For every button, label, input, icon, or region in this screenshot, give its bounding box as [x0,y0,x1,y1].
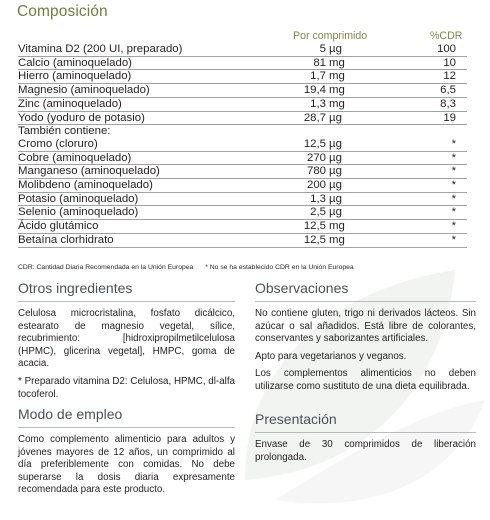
table-row [18,97,467,111]
nutrient-amount [284,206,380,220]
nutrient-amount [284,165,380,179]
amount-value: 81 [313,56,326,69]
amount-value: 1,3 [310,97,326,110]
cdr-percent: 12 [380,70,467,84]
table-row [18,192,467,206]
cdr-percent: 10 [380,56,467,70]
nutrient-amount [284,220,380,234]
amount-unit: µg [329,43,342,55]
nutrient-name: Calcio (aminoquelado) [18,56,284,70]
amount-value: 2,5 [310,206,326,219]
amount-value: 1,3 [310,192,326,205]
table-row [18,111,467,125]
amount-value: 12,5 [303,233,326,246]
nutrient-amount [284,70,380,84]
nutrient-amount [284,125,380,138]
cdr-percent: * [380,206,467,220]
presentacion-title: Presentación [255,411,476,433]
amount-unit: mg [329,220,345,233]
amount-value: 1,7 [310,70,326,83]
nutrient-amount [284,111,380,125]
table-row [18,179,467,193]
nutrient-name: Manganeso (aminoquelado) [18,165,284,179]
amount-value: 12,5 [303,137,326,150]
otros-ingredientes-note: * Preparado vitamina D2: Celulosa, HPMC, dl-alfa tocoferol. [18,375,235,400]
nutrient-amount [284,56,380,70]
table-row [18,84,467,98]
amount-unit: mg [329,56,345,69]
column-header-per-tablet: Por comprimido [293,30,368,42]
nutrient-amount [284,97,380,111]
cdr-percent: * [380,233,467,247]
table-row [18,220,467,234]
cdr-percent: 6,5 [380,84,467,98]
amount-unit: µg [329,137,342,150]
table-row [18,151,467,165]
cdr-percent: 19 [380,111,467,125]
table-row [18,125,467,138]
amount-value: 28,7 [303,111,326,124]
cdr-percent: * [380,192,467,206]
amount-unit: µg [329,206,342,219]
amount-value: 200 [306,179,326,192]
cdr-percent: * [380,138,467,151]
amount-value: 780 [306,165,326,178]
amount-unit: µg [329,179,342,192]
table-row [18,70,467,84]
amount-unit: µg [329,192,342,205]
amount-unit: µg [329,165,342,178]
nutrient-name: Selenio (aminoquelado) [18,206,284,220]
nutrient-amount [284,138,380,151]
presentacion-section [255,411,476,469]
cdr-percent: * [380,151,467,165]
amount-unit: mg [329,70,345,83]
amount-value: 5 [319,43,326,55]
amount-unit: µg [329,111,342,124]
nutrient-name: Cromo (cloruro) [18,138,284,151]
nutrient-name: Cobre (aminoquelado) [18,151,284,165]
footnote-star: * No se ha establecido CDR en la Unión Europea [205,264,354,271]
cdr-percent: 8,3 [380,97,467,111]
amount-value: 12,5 [303,220,326,233]
modo-de-empleo-section [18,406,235,502]
nutrient-amount [284,179,380,193]
cdr-percent [380,125,467,138]
amount-value: 270 [306,151,326,164]
nutrient-name: Molibdeno (aminoquelado) [18,179,284,193]
modo-de-empleo-text: Como complemento alimenticio para adultos y jóvenes mayores de 12 años, un comprimido al día preferiblemente con comidas. No debe superarse la dosis diaria expresamente recomendada para este producto. [18,434,235,496]
table-row [18,165,467,179]
amount-value: 19,4 [303,84,326,97]
modo-de-empleo-title: Modo de empleo [18,406,235,428]
amount-unit: mg [329,84,345,97]
column-header-cdr: %CDR [430,30,463,42]
amount-unit: mg [329,233,345,246]
nutrient-name: Ácido glutámico [18,220,284,234]
presentacion-text: Envase de 30 comprimidos de liberación prolongada. [255,439,476,463]
nutrient-name: Zinc (aminoquelado) [18,97,284,111]
otros-ingredientes-text: Celulosa microcristalina, fosfato dicálcico, estearato de magnesio vegetal, sílice, recubrimiento: [hidroxipropilmetilcelulosa (HPMC), glicerina vegetal], HMPC, goma de acacia. [18,308,235,370]
observaciones-title: Observaciones [255,280,476,302]
table-row [18,138,467,151]
composicion-title: Composición [17,3,108,20]
nutrient-name: Magnesio (aminoquelado) [18,84,284,98]
nutrient-name: Betaína clorhidrato [18,233,284,247]
table-row [18,43,467,56]
table-row [18,56,467,70]
otros-ingredientes-section [18,280,235,406]
amount-unit: µg [329,151,342,164]
nutrient-amount [284,233,380,247]
footnote-cdr: CDR: Cantidad Diaria Recomendada en la Unión Europea [18,264,194,271]
table-footnote [18,264,488,271]
observaciones-text-1: No contiene gluten, trigo ni derivados lácteos. Sin azúcar o sal añadidos. Está libre de colorantes, conservantes y saborizantes artificiales. [255,308,476,345]
nutrient-name: Hierro (aminoquelado) [18,70,284,84]
observaciones-text-2: Apto para vegetarianos y veganos. [255,350,407,362]
observaciones-section [255,280,476,399]
cdr-percent: 100 [380,43,467,56]
composition-table [18,43,467,248]
nutrient-name: También contiene: [18,125,111,138]
cdr-percent: * [380,179,467,193]
nutrient-amount [284,192,380,206]
table-row [18,233,467,247]
cdr-percent: * [380,165,467,179]
nutrient-amount [284,43,380,56]
otros-ingredientes-title: Otros ingredientes [18,280,235,302]
cdr-percent: * [380,220,467,234]
amount-unit: mg [329,97,345,110]
nutrient-name: Vitamina D2 (200 UI, preparado) [18,43,284,56]
observaciones-text-3: Los complementos alimenticios no deben utilizarse como sustituto de una dieta equilibrada. [255,368,476,392]
nutrient-amount [284,151,380,165]
nutrient-amount [284,84,380,98]
nutrient-name: Potasio (aminoquelado) [18,192,284,206]
nutrient-name: Yodo (yoduro de potasio) [18,111,284,125]
table-row [18,206,467,220]
